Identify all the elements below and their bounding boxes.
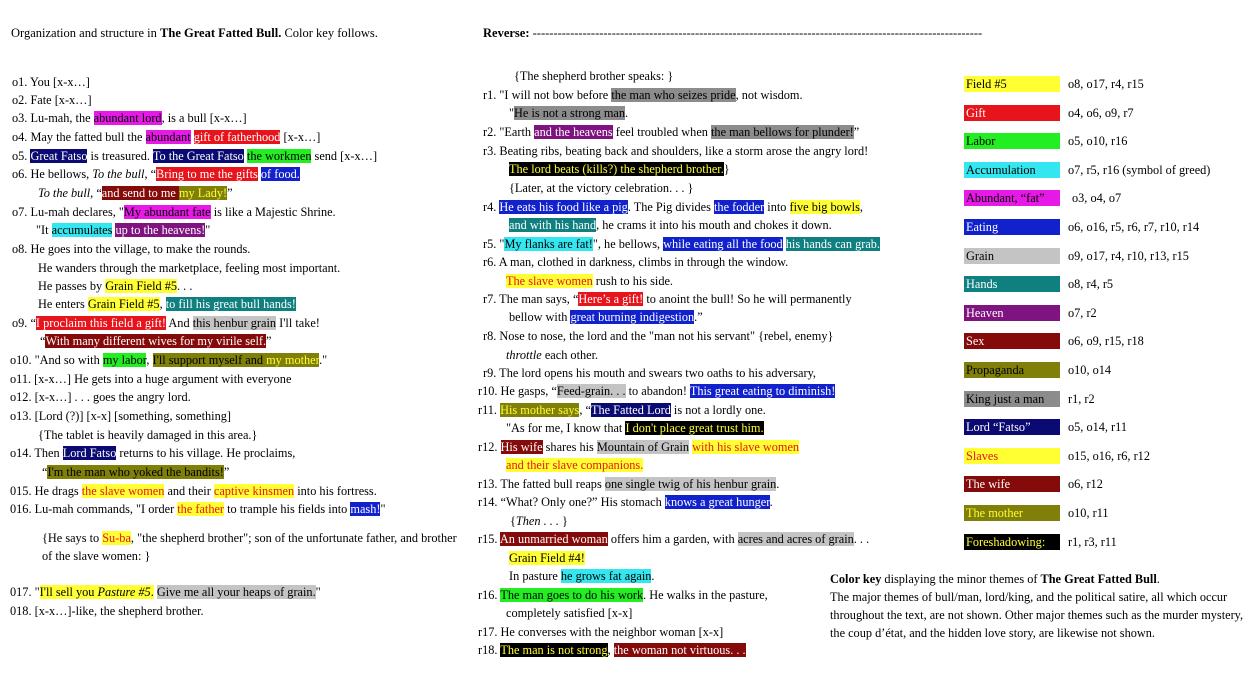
text-segment: He passes by: [38, 279, 106, 293]
color-key-lines: o10, r11: [1068, 506, 1109, 520]
text-line: [10, 484, 377, 499]
text-segment: is treasured.: [87, 149, 153, 163]
text-segment: He gasps, “: [497, 384, 557, 398]
theme-highlight: My flanks are fat!: [504, 237, 593, 251]
color-key-swatch: Abundant, “fat”: [964, 190, 1060, 206]
theme-highlight: five big bowls: [789, 200, 860, 214]
theme-highlight: mash!: [350, 502, 381, 516]
text-line: [514, 69, 673, 84]
theme-highlight: the fodder: [714, 200, 765, 214]
color-key-swatch: Heaven: [964, 305, 1060, 321]
color-key-swatch: Gift: [964, 105, 1060, 121]
text-segment: The lord opens his mouth and swears two oaths to his adversary,: [496, 366, 816, 380]
text-line: [10, 446, 295, 461]
theme-highlight: of food.: [260, 167, 300, 181]
line-number: r13.: [478, 477, 498, 491]
text-segment: ”: [227, 186, 233, 200]
text-line: [509, 218, 832, 233]
theme-highlight: acres and acres of grain: [737, 532, 854, 546]
text-line: [478, 643, 746, 658]
text-segment: shares his: [542, 440, 597, 454]
theme-highlight: Mountain of Grain: [596, 440, 690, 454]
color-key-swatch: Slaves: [964, 448, 1060, 464]
theme-highlight: abundant: [145, 130, 191, 144]
line-number: r5.: [483, 237, 497, 251]
theme-highlight: Grain Field #5: [105, 279, 178, 293]
text-segment: He converses with the neighbor woman [x-x]: [497, 625, 724, 639]
theme-highlight: The man goes to do his work: [500, 588, 644, 602]
theme-highlight: he grows fat again: [560, 569, 652, 583]
theme-highlight: his hands can grab.: [785, 237, 881, 251]
theme-highlight: The lord beats (kills?) the shepherd brother.: [509, 162, 724, 176]
theme-highlight: Bring to me the gifts: [156, 167, 258, 181]
theme-highlight: Pasture #5: [97, 585, 151, 599]
text-segment: He enters: [38, 297, 88, 311]
text-segment: Then . . .: [515, 514, 559, 528]
text-segment: .: [625, 106, 629, 120]
text-segment: “: [40, 334, 46, 348]
theme-highlight: I'm the man who yoked the bandits!: [47, 465, 224, 479]
line-number: o4.: [12, 130, 28, 144]
text-segment: ": [205, 223, 211, 237]
theme-highlight: up to the heavens!: [115, 223, 206, 237]
color-key-lines: r1, r2: [1068, 391, 1095, 406]
theme-highlight: Feed-grain. . .: [556, 384, 626, 398]
text-line: [483, 200, 863, 215]
text-segment: {The shepherd brother speaks: }: [514, 69, 674, 83]
text-segment: offers him a garden, with: [607, 532, 738, 546]
color-key-caption: [830, 570, 1250, 642]
line-number: r7.: [483, 292, 497, 306]
theme-highlight: The Fatted Lord: [590, 403, 671, 417]
text-line: [12, 111, 247, 126]
text-segment: ,: [146, 353, 153, 367]
line-number: 015.: [10, 484, 32, 498]
text-segment: rush to his side.: [592, 274, 674, 288]
text-segment: ,: [159, 297, 166, 311]
color-key-lines: o6, r12: [1068, 477, 1103, 492]
text-line: [12, 93, 92, 108]
theme-highlight: My abundant fate: [123, 205, 211, 219]
theme-highlight: I don't place great trust him.: [625, 421, 764, 435]
text-segment: You [x-x…]: [27, 75, 90, 89]
color-key-lines: o7, r2: [1068, 305, 1097, 320]
color-key-lines: o8, o17, r4, r15: [1068, 77, 1144, 91]
theme-highlight: Grain Field #4!: [509, 551, 585, 565]
text-segment: send [x-x…]: [311, 149, 378, 163]
color-key-lines: o7, r5, r16 (symbol of greed): [1068, 162, 1211, 177]
line-number: r8.: [483, 329, 497, 343]
text-segment: is like a Majestic Shrine.: [210, 205, 336, 219]
color-key-swatch: Propaganda: [964, 362, 1060, 378]
text-line: [483, 292, 852, 307]
text-segment: May the fatted bull the: [27, 130, 146, 144]
text-segment: ": [509, 106, 515, 120]
text-segment: Then: [31, 446, 63, 460]
text-segment: . . .: [853, 532, 870, 546]
text-line: [10, 409, 231, 424]
text-line: [483, 237, 880, 252]
theme-highlight: with his slave women: [692, 440, 800, 454]
text-line: [38, 186, 233, 201]
theme-highlight: An unmarried woman: [499, 532, 608, 546]
text-line: [40, 334, 272, 349]
text-segment: throttle: [506, 348, 542, 362]
theme-highlight: and the heavens: [534, 125, 613, 139]
text-segment: ": [31, 585, 40, 599]
text-segment: He bellows,: [27, 167, 93, 181]
color-key-lines: o6, o16, r5, r6, r7, r10, r14: [1068, 220, 1200, 234]
text-line: [38, 428, 257, 443]
theme-highlight: He is not a strong man: [514, 106, 626, 120]
text-segment: The fatted bull reaps: [497, 477, 605, 491]
color-key-lines: o3, o4, o7: [1072, 191, 1122, 206]
text-segment: each other.: [541, 348, 599, 362]
text-line: [509, 310, 703, 325]
text-segment: , “: [90, 186, 102, 200]
color-key-lines: o5, o14, r11: [1068, 420, 1127, 435]
theme-highlight: the man bellows for plunder!: [711, 125, 854, 139]
theme-highlight: to fill his great bull hands!: [165, 297, 296, 311]
theme-highlight: one single twig of his henbur grain: [604, 477, 777, 491]
text-line: [42, 465, 229, 480]
theme-highlight: my mother: [266, 353, 320, 367]
text-segment: .": [319, 353, 328, 367]
theme-highlight: His mother says: [500, 403, 580, 417]
theme-highlight: His wife: [500, 440, 543, 454]
line-number: r17.: [478, 625, 498, 639]
color-key-lines: o4, o6, o9, r7: [1068, 105, 1134, 120]
suba-note: {He says to Su-ba, "the shepherd brother"; son of the unfortunate father, and brother of the slave women: }: [42, 531, 457, 563]
line-number: 018.: [10, 604, 32, 618]
text-line: [36, 223, 210, 238]
text-segment: .: [769, 495, 773, 509]
text-segment: He drags: [31, 484, 82, 498]
text-line: [12, 149, 377, 164]
text-segment: Beating ribs, beating back and shoulders, like a storm arose the angry lord!: [496, 144, 869, 158]
reverse-heading: Reverse: ------------------------------------------------------------------------------------------------------------: [483, 26, 983, 40]
color-key-lines: r1, r3, r11: [1068, 534, 1117, 549]
text-segment: ", he bellows,: [592, 237, 664, 251]
line-number: r15.: [478, 532, 498, 546]
text-segment: "It: [36, 223, 52, 237]
text-segment: "Earth: [496, 125, 535, 139]
line-number: o2.: [12, 93, 28, 107]
text-segment: is not a lordly one.: [670, 403, 766, 417]
text-segment: ,: [859, 200, 863, 214]
line-number: r6.: [483, 255, 497, 269]
theme-highlight: I'll support myself and: [152, 353, 267, 367]
theme-highlight: the man who seizes pride: [611, 88, 736, 102]
line-number: r10.: [478, 384, 498, 398]
text-segment: To the bull: [38, 186, 91, 200]
text-segment: Nose to nose, the lord and the "man not his servant" {rebel, enemy}: [496, 329, 834, 343]
text-segment: to abandon!: [625, 384, 690, 398]
text-line: [509, 106, 628, 121]
text-segment: He goes into the village, to make the rounds.: [27, 242, 251, 256]
line-number: o13.: [10, 409, 32, 423]
line-number: 016.: [10, 502, 32, 516]
line-number: o3.: [12, 111, 28, 125]
text-segment: ": [380, 502, 386, 516]
theme-highlight: captive kinsmen: [213, 484, 295, 498]
text-line: [478, 625, 723, 640]
text-segment: To the bull: [92, 167, 145, 181]
text-line: [509, 551, 585, 566]
text-line: [483, 144, 868, 159]
color-key-lines: o5, o10, r16: [1068, 134, 1128, 149]
text-segment: The man says, “: [496, 292, 579, 306]
theme-highlight: Give me all your heaps of grain.: [156, 585, 316, 599]
text-segment: ": [496, 237, 505, 251]
text-line: [10, 502, 386, 517]
color-key-lines: o10, o14: [1068, 363, 1112, 377]
text-line: [509, 569, 654, 584]
text-segment: I'll take!: [276, 316, 320, 330]
text-segment: “: [42, 465, 48, 479]
theme-highlight: while eating all the food: [663, 237, 783, 251]
theme-highlight: and their slave companions.: [506, 458, 644, 472]
line-number: r18.: [478, 643, 498, 657]
color-key-lines: o15, o16, r6, r12: [1068, 448, 1150, 463]
text-segment: {Later, at the victory celebration. . . }: [509, 181, 694, 195]
text-line: [506, 348, 598, 363]
theme-highlight: Grain Field #5: [87, 297, 160, 311]
color-key-swatch: Hands: [964, 276, 1060, 292]
line-number: r14.: [478, 495, 498, 509]
text-line: [506, 606, 632, 621]
text-segment: ,: [607, 643, 614, 657]
text-line: [483, 329, 833, 344]
theme-highlight: the workmen: [246, 149, 312, 163]
text-segment: . The Pig divides: [627, 200, 715, 214]
line-number: o10.: [10, 353, 32, 367]
text-line: [12, 242, 250, 257]
color-key-swatch: Field #5: [964, 76, 1060, 92]
text-segment: “: [27, 316, 36, 330]
text-segment: }: [558, 514, 568, 528]
text-line: [478, 440, 799, 455]
line-number: o8.: [12, 242, 28, 256]
text-segment: {The tablet is heavily damaged in this area.}: [38, 428, 258, 442]
text-segment: [Lord (?)] [x-x] [something, something]: [31, 409, 231, 423]
theme-highlight: the slave women: [81, 484, 165, 498]
text-segment: A man, clothed in darkness, climbs in through the window.: [496, 255, 789, 269]
text-line: [478, 495, 773, 510]
text-line: [483, 366, 816, 381]
text-line: [38, 261, 340, 276]
text-segment: [x-x…]-like, the shepherd brother.: [31, 604, 204, 618]
text-line: [509, 181, 693, 196]
line-number: o12.: [10, 390, 32, 404]
text-segment: ": [315, 585, 321, 599]
color-key-swatch: Foreshadowing:: [964, 534, 1060, 550]
line-number: r2.: [483, 125, 497, 139]
theme-highlight: gift of fatherhood: [193, 130, 281, 144]
line-number: r9.: [483, 366, 497, 380]
text-line: [38, 297, 296, 312]
text-line: [38, 279, 192, 294]
color-key-swatch: The wife: [964, 476, 1060, 492]
theme-highlight: knows a great hunger: [664, 495, 770, 509]
theme-highlight: I'll sell you: [39, 585, 98, 599]
text-segment: and their: [164, 484, 214, 498]
text-line: [10, 390, 191, 405]
text-segment: completely satisfied [x-x]: [506, 606, 633, 620]
theme-highlight: He eats his food like a pig: [499, 200, 628, 214]
text-segment: ”: [223, 465, 230, 479]
caption-body: The major themes of bull/man, lord/king, and the political satire, all which occur throughout the text, are not shown. Other major themes such as the murder mystery, the coup d’état, and the hidden love story, are likewise not shown.: [830, 590, 1244, 640]
text-segment: “What? Only one?” His stomach: [497, 495, 665, 509]
text-line: [478, 477, 779, 492]
text-line: [12, 205, 336, 220]
line-number: o6.: [12, 167, 28, 181]
color-key-lines: o6, o9, r15, r18: [1068, 334, 1144, 349]
text-line: [12, 167, 300, 182]
line-number: o7.: [12, 205, 28, 219]
theme-highlight: abundant lord: [93, 111, 162, 125]
line-number: o9.: [12, 316, 28, 330]
theme-highlight: To the Great Fatso: [152, 149, 244, 163]
line-number: r16.: [478, 588, 498, 602]
text-segment: He wanders through the marketplace, feeling most important.: [38, 261, 341, 275]
theme-highlight: Great Fatso: [30, 149, 88, 163]
line-number: 017.: [10, 585, 32, 599]
line-number: r4.: [483, 200, 497, 214]
color-key-swatch: King just a man: [964, 391, 1060, 407]
text-segment: , “: [144, 167, 157, 181]
theme-highlight: Here’s a gift!: [578, 292, 644, 306]
theme-highlight: and send to me: [101, 186, 179, 200]
text-line: [12, 316, 320, 331]
color-key-swatch: Lord “Fatso”: [964, 419, 1060, 435]
theme-highlight: This great eating to diminish!: [689, 384, 836, 398]
text-segment: , is a bull [x-x…]: [161, 111, 247, 125]
text-segment: [x-x…] He gets into a huge argument with everyone: [31, 372, 292, 386]
theme-highlight: this henbur grain: [192, 316, 277, 330]
line-number: r3.: [483, 144, 497, 158]
text-line: [483, 255, 788, 270]
theme-highlight: my Lady!: [178, 186, 228, 200]
page-title: Organization and structure in The Great Fatted Bull. Color key follows.: [11, 26, 378, 40]
text-segment: . He walks in the pasture,: [643, 588, 768, 602]
text-line: [478, 384, 835, 399]
text-line: [510, 514, 568, 529]
text-segment: "I will not bow before: [496, 88, 612, 102]
text-line: [12, 130, 320, 145]
text-segment: Lu-mah commands, "I order: [31, 502, 178, 516]
text-segment: Fate [x-x…]: [27, 93, 92, 107]
text-segment: .: [776, 477, 780, 491]
line-number: r12.: [478, 440, 498, 454]
text-segment: And: [166, 316, 193, 330]
text-segment: .: [651, 569, 655, 583]
theme-highlight: .: [150, 585, 154, 599]
line-number: o14.: [10, 446, 32, 460]
color-key-swatch: Sex: [964, 333, 1060, 349]
color-key-swatch: Accumulation: [964, 162, 1060, 178]
text-segment: ”: [266, 334, 272, 348]
theme-highlight: and with his hand: [509, 218, 597, 232]
color-key-swatch: Grain: [964, 248, 1060, 264]
line-number: r11.: [478, 403, 498, 417]
color-key-lines: o9, o17, r4, r10, r13, r15: [1068, 248, 1189, 263]
theme-highlight: accumulates: [51, 223, 113, 237]
text-line: [10, 585, 321, 600]
text-segment: }: [723, 162, 730, 176]
text-segment: into his fortress.: [294, 484, 377, 498]
theme-highlight: The slave women: [506, 274, 593, 288]
text-segment: into: [764, 200, 790, 214]
text-line: [10, 353, 327, 368]
text-segment: Lu-mah, the: [27, 111, 94, 125]
text-line: [10, 604, 204, 619]
text-line: [506, 421, 764, 436]
text-segment: Lu-mah declares, ": [27, 205, 124, 219]
line-number: o5.: [12, 149, 28, 163]
color-key-swatch: Eating: [964, 219, 1060, 235]
text-segment: , “: [579, 403, 591, 417]
line-number: o1.: [12, 75, 28, 89]
color-key-swatch: Labor: [964, 133, 1060, 149]
text-line: [478, 588, 768, 603]
theme-highlight: I proclaim this field a gift!: [35, 316, 167, 330]
theme-highlight: With many different wives for my virile self.: [45, 334, 267, 348]
text-segment: ”: [853, 125, 860, 139]
theme-highlight: great burning indigestion: [570, 310, 695, 324]
text-segment: In pasture: [509, 569, 561, 583]
theme-highlight: my labor: [102, 353, 147, 367]
text-line: [506, 458, 643, 473]
text-line: [10, 372, 291, 387]
text-segment: to anoint the bull! So he will permanently: [643, 292, 852, 306]
text-segment: [x-x…] . . . goes the angry lord.: [31, 390, 191, 404]
color-key-lines: o8, r4, r5: [1068, 277, 1114, 292]
theme-highlight: the woman not virtuous. . .: [613, 643, 746, 657]
text-segment: {: [510, 514, 516, 528]
text-line: [483, 125, 859, 140]
text-segment: bellow with: [509, 310, 571, 324]
text-line: [478, 532, 869, 547]
line-number: o11.: [10, 372, 32, 386]
theme-highlight: The man is not strong: [500, 643, 608, 657]
text-line: [478, 403, 766, 418]
color-key-swatch: The mother: [964, 505, 1060, 521]
line-number: r1.: [483, 88, 497, 102]
text-line: [506, 274, 673, 289]
text-segment: , not wisdom.: [735, 88, 803, 102]
text-segment: "As for me, I know that: [506, 421, 626, 435]
text-segment: feel troubled when: [612, 125, 712, 139]
text-segment: .”: [694, 310, 703, 324]
text-segment: , he crams it into his mouth and chokes it down.: [596, 218, 832, 232]
text-segment: . . .: [177, 279, 193, 293]
text-segment: to trample his fields into: [224, 502, 351, 516]
caption-line-1: Color key displaying the minor themes of The Great Fatted Bull.: [830, 572, 1160, 586]
text-segment: "And so with: [31, 353, 103, 367]
text-segment: returns to his village. He proclaims,: [116, 446, 296, 460]
theme-highlight: the father: [177, 502, 225, 516]
text-line: [483, 88, 803, 103]
text-line: [509, 162, 730, 177]
text-segment: [x-x…]: [280, 130, 321, 144]
text-line: [12, 75, 90, 90]
theme-highlight: Lord Fatso: [62, 446, 117, 460]
